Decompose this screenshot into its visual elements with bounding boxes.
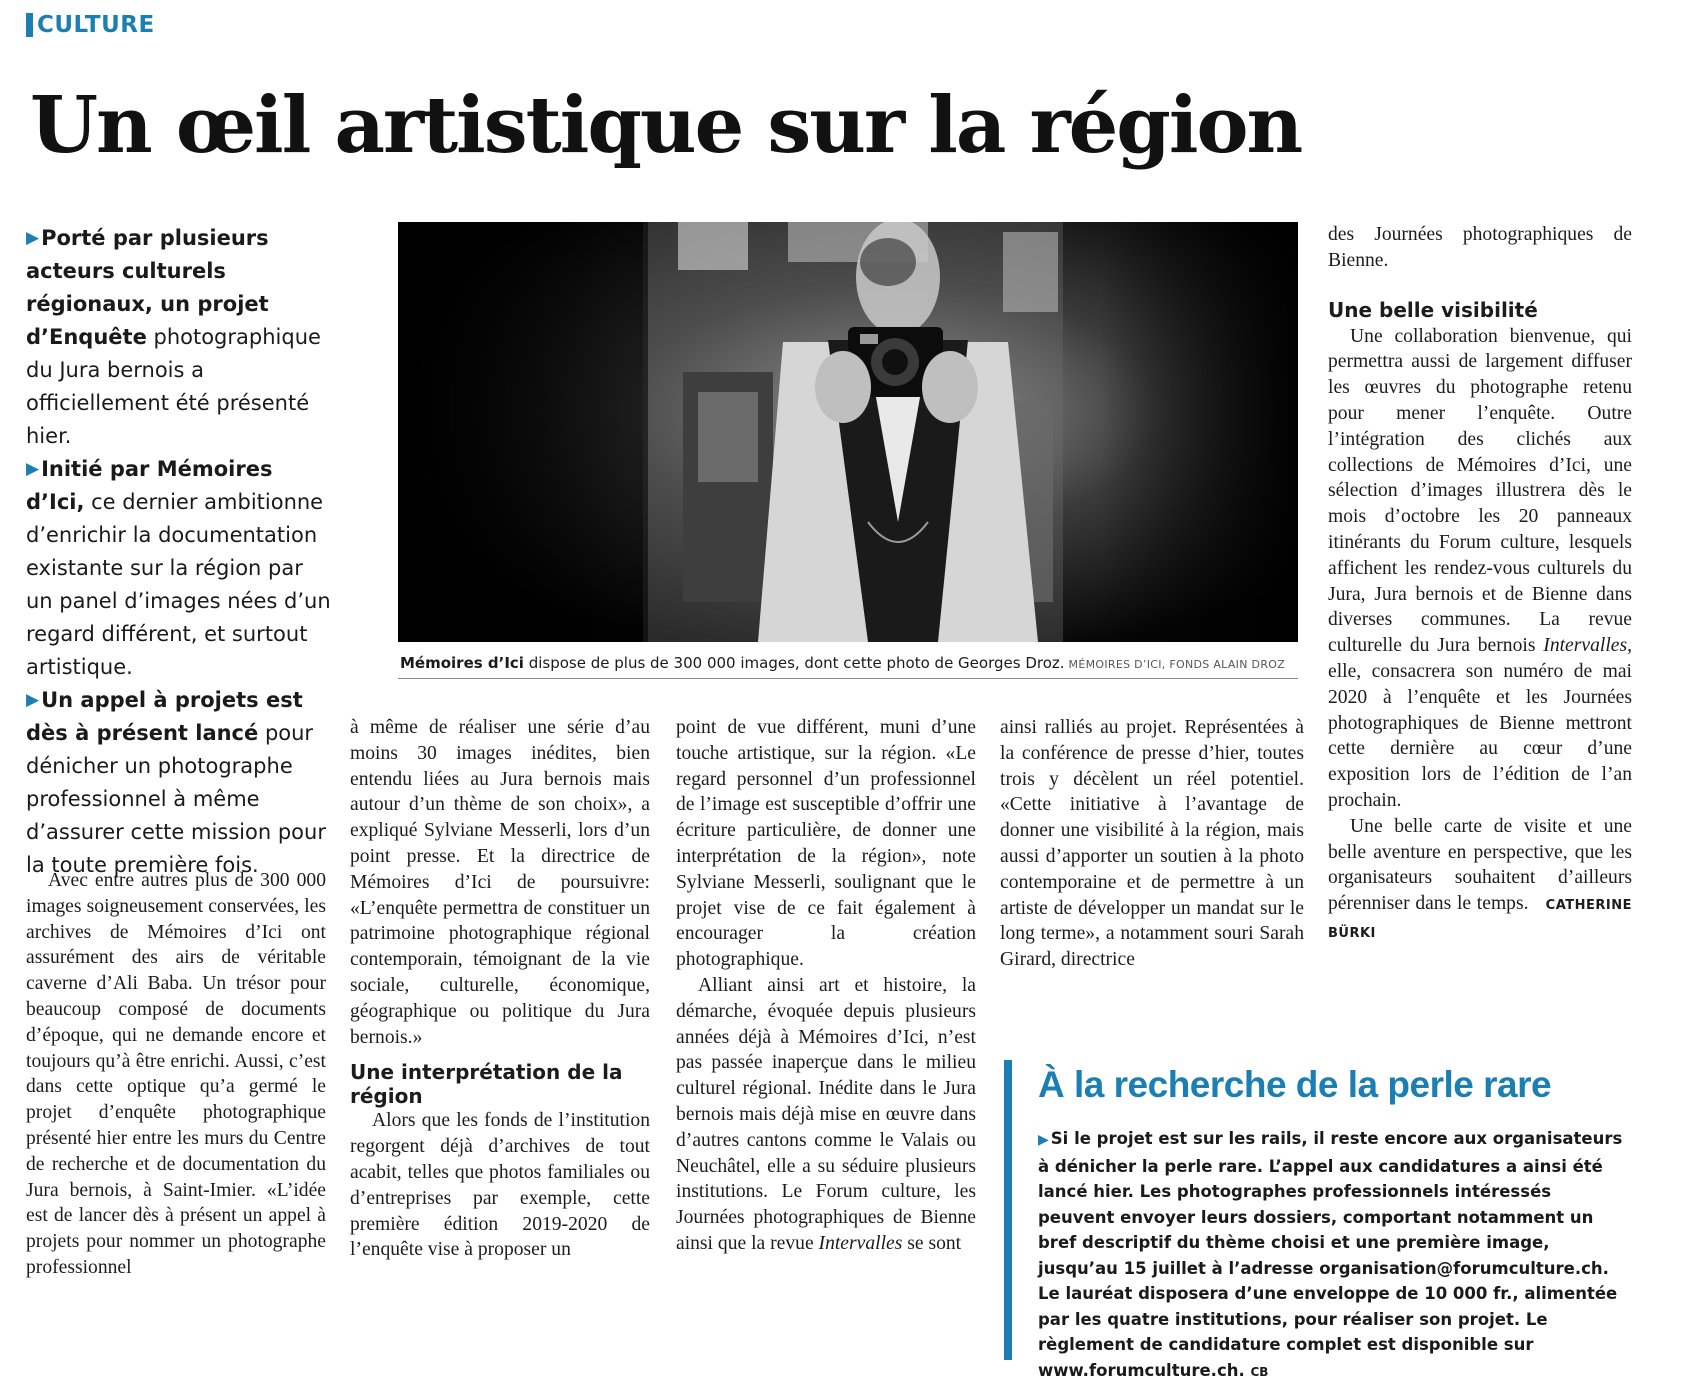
photo-illustration	[398, 222, 1298, 642]
photo-caption	[400, 654, 1300, 672]
triangle-bullet-icon: ▶	[26, 228, 40, 248]
box-text: Si le projet est sur les rails, il reste encore aux organisateurs à dénicher la perle rare. L’appel aux candidatures a ainsi été lancé hier. Les photographes professionnels intéressés peuvent envoyer leurs dossiers, comportant notamment un bref descriptif du thème choisi et une première image, jusqu’au 15 juillet à l’adresse organisation@forumculture.ch. Le lauréat disposera d’une enveloppe de 10 000 fr., alimentée par les quatre institutions, pour réaliser son projet. Le règlement de candidature complet est disponible sur www.forumculture.ch.	[1038, 1129, 1623, 1380]
body-paragraph: des Journées photographiques de Bienne.	[1328, 224, 1632, 271]
lede-bold: Un appel à projets est dès à présent lancé	[26, 688, 303, 745]
body-text: Alliant ainsi art et histoire, la démarche, évoquée depuis plusieurs années déjà à Mémoires d’Ici, n’est pas passée inaperçue dans le milieu culturel régional. Inédite dans le Jura bernois mais déjà mise en œuvre dans d’autres cantons comme le Valais ou Neuchâtel, elle a su séduire plusieurs institutions. Le Forum culture, les Journées photographiques de Bienne ainsi que la revue	[676, 974, 976, 1254]
publication-name: Intervalles	[818, 1232, 903, 1254]
body-paragraph: Avec entre autres plus de 300 000 images soigneusement conservées, les archives de Mémoires d’Ici ont assurément des airs de véritable caverne d’Ali Baba. Un trésor pour beaucoup composé de documents d’époque, qui ne demande encore et toujours qu’à être enrichi. Aussi, c’est dans cette optique qu’a germé le projet d’enquête photographique présenté hier entre les murs du Centre de recherche et de documentation du Jura bernois, à Saint-Imier. «L’idée est de lancer dès à présent un appel à projets pour nommer un photographe professionnel	[26, 870, 326, 1278]
lede-text: pour dénicher un photographe professionnel à même d’assurer cette mission pour la toute première fois.	[26, 721, 326, 877]
body-column-2	[350, 715, 650, 1263]
rubric-marker	[26, 13, 33, 37]
body-text: se sont	[902, 1232, 962, 1254]
body-text: Une belle carte de visite et une belle aventure en perspective, que les organisateurs souhaitent d’ailleurs pérenniser dans le temps.	[1328, 815, 1632, 915]
lede-item	[26, 684, 331, 882]
body-paragraph: à même de réaliser une série d’au moins 30 images inédites, bien entendu liées au Jura bernois mais autour d’un thème de son choix», a expliqué Sylviane Messerli, lors d’un point presse. Et la directrice de Mémoires d’Ici de poursuivre: «L’enquête permettra de constituer un patrimoine photographique régional contemporain, témoignant de la vie sociale, culturelle, économique, géographique ou politique du Jura bernois.»	[350, 717, 650, 1048]
body-paragraph	[1328, 814, 1632, 947]
rubric-label: CULTURE	[37, 12, 155, 38]
section-rubric	[26, 12, 155, 38]
lede-item	[26, 222, 331, 453]
triangle-bullet-icon: ▶	[26, 690, 40, 710]
body-column-3	[676, 715, 976, 1257]
caption-divider	[398, 678, 1298, 679]
lede-text: photographique du Jura bernois a officiellement été présenté hier.	[26, 325, 321, 448]
body-paragraph	[1328, 324, 1632, 814]
author-byline: CATHERINE BÜRKI	[1328, 898, 1632, 941]
body-column-4	[1000, 715, 1304, 973]
subheading: Une belle visibilité	[1328, 297, 1538, 322]
box-accent-bar	[1004, 1060, 1012, 1360]
body-paragraph: point de vue différent, muni d’une touche artistique, sur la région. «Le regard personnel d’un professionnel de l’image est susceptible d’offrir une écriture particulière, de donner une interprétation de la région», note Sylviane Messerli, soulignant que le projet vise de ce fait également à encourager la création photographique.	[676, 717, 976, 971]
triangle-bullet-icon: ▶	[26, 459, 40, 479]
article-lede	[26, 222, 331, 882]
caption-bold: Mémoires d’Ici	[400, 654, 524, 672]
body-text: , elle, consacrera son numéro de mai 2020 à l’enquête et les Journées photographiques de Bienne mettront cette dernière au cœur d’une exposition lors de l’édition de l’an prochain.	[1328, 635, 1632, 811]
body-column-1	[26, 868, 326, 1281]
triangle-bullet-icon: ▶	[1038, 1132, 1049, 1148]
subheading: Une interprétation de la région	[350, 1060, 623, 1109]
article-headline: Un œil artistique sur la région	[30, 80, 1302, 171]
photo-credit: MÉMOIRES D’ICI, FONDS ALAIN DROZ	[1068, 658, 1286, 671]
body-text: Une collaboration bienvenue, qui permettra aussi de largement diffuser les œuvres du photographe retenu pour mener l’enquête. Outre l’intégration des clichés aux collections de Mémoires d’Ici, une sélection d’images illustrera dès le mois d’octobre les 20 panneaux itinérants du Forum culture, lesquels affichent les rendez-vous culturels du Jura, Jura bernois et de Bienne dans diverses communes. La revue culturelle du Jura bernois	[1328, 325, 1632, 657]
info-box	[1004, 1060, 1634, 1380]
publication-name: Intervalles	[1543, 635, 1628, 657]
body-paragraph: Alors que les fonds de l’institution regorgent déjà d’archives de tout acabit, telles que photos familiales ou d’entreprises par exemple, cette première édition 2019-2020 de l’enquête vise à proposer un	[350, 1110, 650, 1261]
body-column-5	[1328, 222, 1632, 947]
box-title: À la recherche de la perle rare	[1038, 1064, 1552, 1105]
box-signature: CB	[1250, 1364, 1269, 1379]
caption-text: dispose de plus de 300 000 images, dont cette photo de Georges Droz.	[523, 654, 1065, 672]
article-photo	[398, 222, 1298, 642]
body-paragraph: ainsi ralliés au projet. Représentées à la conférence de presse d’hier, toutes trois y décèlent un réel potentiel. «Cette initiative à l’avantage de donner une visibilité à la région, mais aussi d’apporter un soutien à la photo contemporaine et de permettre à un artiste de développer un mandat sur le long terme», a notamment souri Sarah Girard, directrice	[1000, 717, 1304, 971]
lede-text: ce dernier ambitionne d’enrichir la documentation existante sur la région par un panel d’images nées d’un regard différent, et surtout artistique.	[26, 490, 331, 679]
lede-bold: Initié par Mémoires d’Ici,	[26, 457, 273, 514]
lede-bold: Porté par plusieurs acteurs culturels régionaux, un projet d’Enquête	[26, 226, 269, 349]
box-body	[1038, 1126, 1628, 1385]
body-paragraph	[676, 973, 976, 1257]
lede-item	[26, 453, 331, 684]
